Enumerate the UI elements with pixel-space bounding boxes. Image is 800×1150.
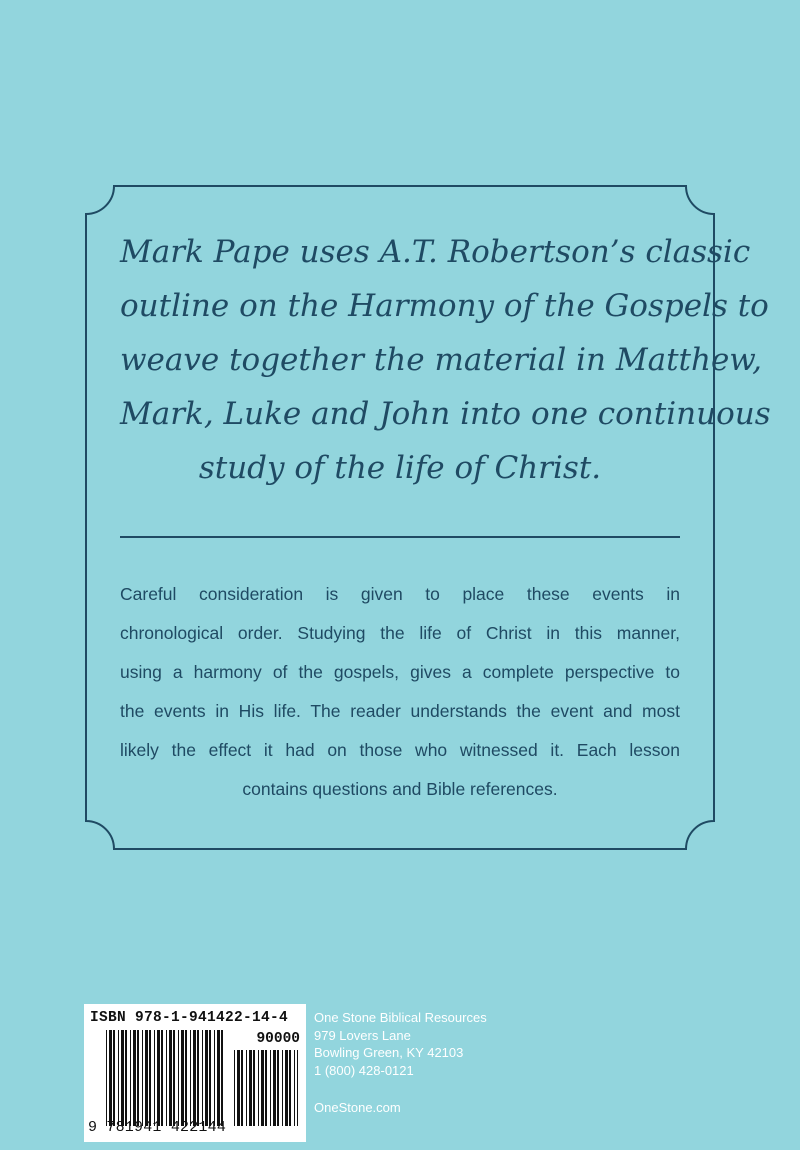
blurb-line: Mark Pape uses A.T. Robertson’s classic <box>120 234 751 270</box>
divider <box>120 536 680 538</box>
publisher-city: Bowling Green, KY 42103 <box>314 1045 464 1060</box>
publisher-info <box>314 1009 487 1079</box>
description-line: the events in His life. The reader understands the event and most <box>120 701 680 721</box>
description-line: chronological order. Studying the life of Christ in this manner, <box>120 623 680 643</box>
price-code: 90000 <box>256 1031 300 1047</box>
blurb-line: weave together the material in Matthew, <box>120 342 763 378</box>
description-line: using a harmony of the gospels, gives a complete perspective to <box>120 662 680 682</box>
blurb-line: study of the life of Christ. <box>198 450 602 486</box>
publisher-street: 979 Lovers Lane <box>314 1027 411 1043</box>
isbn-label: ISBN 978-1-941422-14-4 <box>90 1010 289 1026</box>
publisher-phone: 1 (800) 428-0121 <box>314 1062 414 1078</box>
publisher-website: OneStone.com <box>314 1100 401 1115</box>
description-line: Careful consideration is given to place these events in <box>120 584 680 604</box>
barcode-addon-bars <box>234 1050 298 1126</box>
publisher-name: One Stone Biblical Resources <box>314 1010 487 1025</box>
blurb-line: Mark, Luke and John into one continuous <box>120 396 771 432</box>
isbn-barcode <box>84 1004 306 1142</box>
barcode-digits: 9 781941 422144 <box>88 1119 227 1136</box>
description-line: likely the effect it had on those who witnessed it. Each lesson <box>120 740 680 760</box>
barcode-bars <box>106 1030 224 1126</box>
book-description <box>120 575 680 809</box>
description-line: contains questions and Bible references. <box>242 779 558 799</box>
back-cover-blurb <box>120 225 771 495</box>
blurb-line: outline on the Harmony of the Gospels to <box>120 288 769 324</box>
